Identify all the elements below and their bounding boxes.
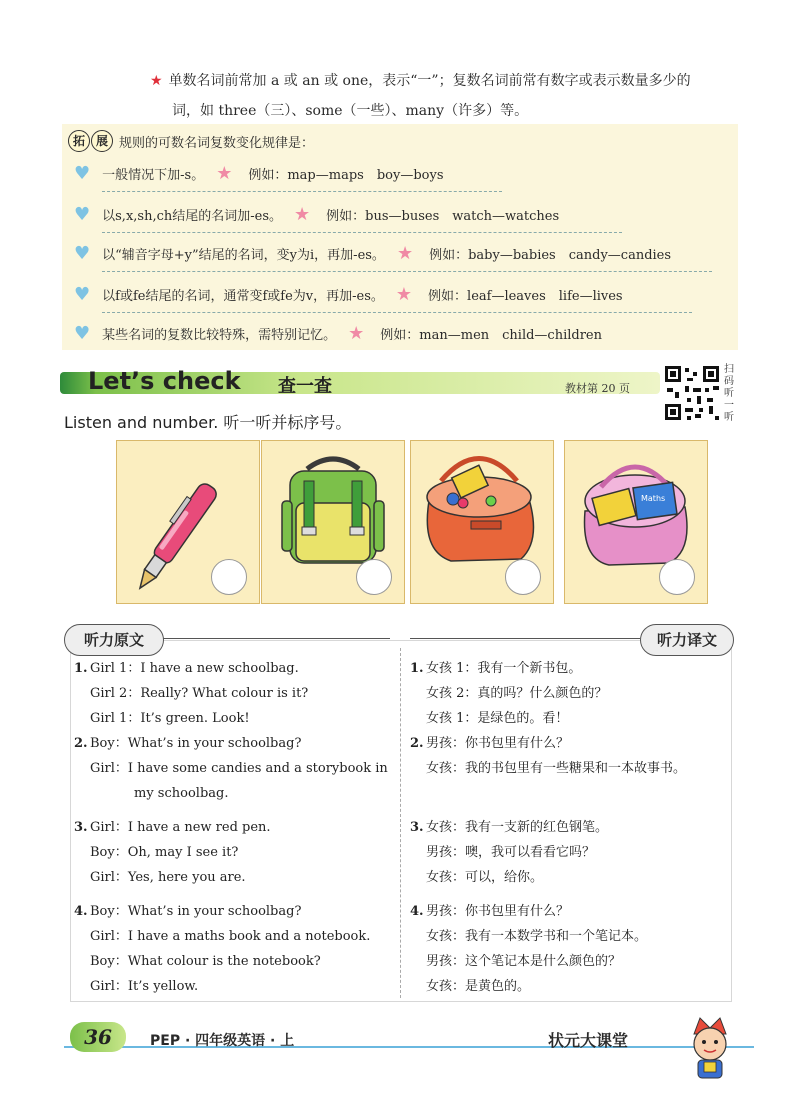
red-star-icon: ★	[150, 73, 163, 89]
script-line: Girl：I have a new red pen.	[90, 820, 271, 835]
number-answer-circle[interactable]	[505, 559, 541, 595]
script-line: Girl：It’s yellow.	[90, 979, 199, 994]
listening-original-tab: 听力原文	[64, 624, 164, 656]
pink-star-icon: ★	[395, 283, 413, 305]
script-item	[74, 656, 308, 731]
rule-text: 一般情况下加-s。	[102, 167, 205, 183]
dashed-underline	[102, 191, 502, 192]
tab-rule-left	[162, 638, 390, 639]
pink-star-icon: ★	[348, 322, 365, 344]
number-answer-circle[interactable]	[211, 559, 247, 595]
top-note-line1: 单数名词前常加 a 或 an 或 one，表示“一”；复数名词前常有数字或表示数量多少的	[168, 73, 691, 89]
rule-row	[74, 158, 714, 188]
picture-card-pen	[116, 440, 260, 604]
translation-line: 男孩：你书包里有什么？	[426, 904, 570, 919]
script-line: Girl：Yes, here you are.	[90, 870, 246, 885]
tab-rule-right	[410, 638, 640, 639]
script-line: Girl 2：Really? What colour is it?	[90, 686, 309, 701]
section-title-cn: 查一查	[278, 376, 332, 397]
translation-line: 女孩：是黄色的。	[426, 979, 531, 994]
dashed-underline	[102, 271, 712, 272]
series-title: 状元大课堂	[548, 1031, 629, 1050]
translation-item	[410, 815, 608, 890]
picture-card-green-bag	[261, 440, 405, 604]
number-answer-circle[interactable]	[356, 559, 392, 595]
script-line: Girl 1：It’s green. Look!	[90, 711, 250, 726]
script-line: my schoolbag.	[134, 786, 229, 801]
pink-star-icon: ★	[396, 242, 414, 264]
item-number: 2.	[74, 736, 88, 751]
expansion-heading-text: 规则的可数名词复数变化规律是：	[119, 135, 315, 151]
heart-icon: ♥	[74, 283, 91, 305]
script-item	[74, 731, 388, 806]
item-number: 1.	[74, 661, 88, 676]
rule-text: 以f或fe结尾的名词，通常变f或fe为v，再加-es。	[102, 288, 384, 304]
item-number: 4.	[74, 904, 88, 919]
picture-card-red-bag	[410, 440, 554, 604]
rule-example: 例如：baby—babies candy—candies	[429, 247, 672, 263]
instruction: Listen and number. 听一听并标序号。	[64, 413, 352, 432]
script-item	[74, 899, 370, 999]
script-line: Boy：Oh, may I see it?	[90, 845, 239, 860]
textbook-page-ref: 教材第 20 页	[565, 382, 630, 395]
rule-row	[74, 238, 714, 268]
picture-card-pink-bag	[564, 440, 708, 604]
scan-to-listen-label: 扫码听一听	[724, 364, 734, 423]
script-line: Girl：I have some candies and a storybook in	[90, 761, 388, 776]
translation-line: 男孩：这个笔记本是什么颜色的？	[426, 954, 622, 969]
translation-item	[410, 899, 647, 999]
panel-divider	[400, 648, 401, 998]
svg-text:Maths: Maths	[641, 494, 666, 503]
rule-example: 例如：man—men child—children	[380, 327, 603, 343]
rule-example: 例如：bus—buses watch—watches	[326, 208, 560, 224]
dashed-underline	[102, 232, 622, 233]
script-line: Girl：I have a maths book and a notebook.	[90, 929, 371, 944]
pink-star-icon: ★	[294, 203, 311, 225]
dashed-underline	[102, 312, 692, 313]
rule-text: 某些名词的复数比较特殊，需特别记忆。	[102, 327, 337, 343]
item-number: 4.	[410, 904, 424, 919]
script-line: Girl 1：I have a new schoolbag.	[90, 661, 299, 676]
top-note	[150, 66, 750, 126]
expand-tag	[68, 130, 113, 152]
script-line: Boy：What’s in your schoolbag?	[90, 904, 302, 919]
rule-row	[74, 318, 714, 348]
translation-line: 男孩：你书包里有什么？	[426, 736, 570, 751]
rule-row	[74, 279, 714, 309]
item-number: 3.	[410, 820, 424, 835]
pink-star-icon: ★	[216, 162, 233, 184]
item-number: 3.	[74, 820, 88, 835]
rule-text: 以s,x,sh,ch结尾的名词加-es。	[102, 208, 282, 224]
item-number: 2.	[410, 736, 424, 751]
rule-text: 以“辅音字母+y”结尾的名词，变y为i，再加-es。	[102, 247, 385, 263]
translation-line: 女孩：我有一支新的红色钢笔。	[426, 820, 609, 835]
heart-icon: ♥	[74, 322, 91, 344]
rule-example: 例如：map—maps boy—boys	[248, 167, 444, 183]
mascot-icon	[680, 1012, 740, 1082]
expansion-heading	[68, 130, 314, 152]
expand-tag-char-2: 展	[91, 130, 113, 152]
translation-item	[410, 656, 607, 731]
heart-icon: ♥	[74, 242, 91, 264]
translation-item	[410, 731, 686, 781]
translation-line: 女孩 1：是绿色的。看！	[426, 711, 569, 726]
qr-code-icon[interactable]	[663, 364, 721, 422]
script-line: Boy：What colour is the notebook?	[90, 954, 321, 969]
listening-translation-tab: 听力译文	[640, 624, 734, 656]
script-line: Boy：What’s in your schoolbag?	[90, 736, 302, 751]
rule-example: 例如：leaf—leaves life—lives	[428, 288, 623, 304]
translation-line: 男孩：噢，我可以看看它吗？	[426, 845, 596, 860]
top-note-line2: 词，如 three（三）、some（一些）、many（许多）等。	[172, 103, 529, 119]
book-title: PEP · 四年级英语 · 上	[150, 1033, 295, 1049]
page-number: 36	[70, 1022, 126, 1052]
translation-line: 女孩：可以，给你。	[426, 870, 544, 885]
translation-line: 女孩 1：我有一个新书包。	[426, 661, 582, 676]
translation-line: 女孩：我有一本数学书和一个笔记本。	[426, 929, 648, 944]
expand-tag-char-1: 拓	[68, 130, 90, 152]
item-number: 1.	[410, 661, 424, 676]
script-item	[74, 815, 271, 890]
translation-line: 女孩：我的书包里有一些糖果和一本故事书。	[426, 761, 687, 776]
section-title: Let’s check	[88, 367, 241, 395]
rule-row	[74, 199, 714, 229]
heart-icon: ♥	[74, 203, 91, 225]
heart-icon: ♥	[74, 162, 91, 184]
translation-line: 女孩 2：真的吗？什么颜色的？	[426, 686, 608, 701]
number-answer-circle[interactable]	[659, 559, 695, 595]
